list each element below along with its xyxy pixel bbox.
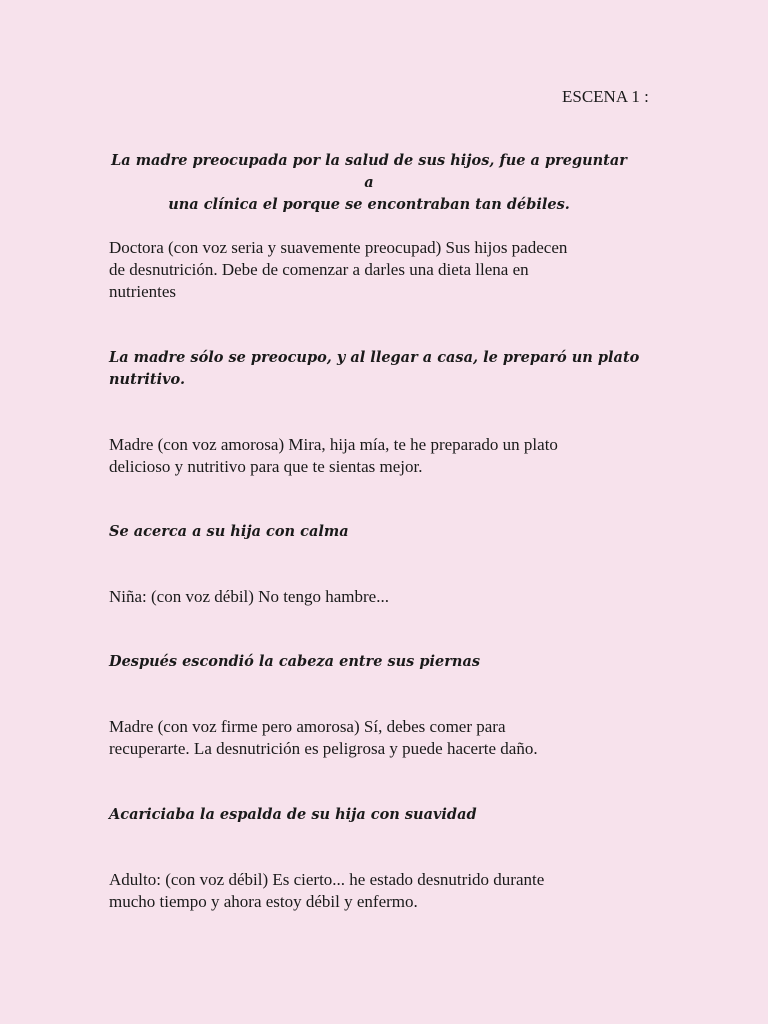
text-line: La madre sólo se preocupo, y al llegar a casa, le preparó un plato [109, 349, 640, 366]
text-line: Adulto: (con voz débil) Es cierto... he estado desnutrido durante [109, 870, 545, 889]
text-line: recuperarte. La desnutrición es peligrosa y puede hacerte daño. [109, 739, 538, 758]
text-line: de desnutrición. Debe de comenzar a darles una dieta llena en [109, 260, 529, 279]
stage-direction-madre-prepara [109, 347, 669, 391]
stage-direction-acaricia [109, 804, 669, 826]
stage-direction-acerca [109, 521, 669, 543]
text-line: Después escondió la cabeza entre sus piernas [109, 653, 481, 670]
text-line: Doctora (con voz seria y suavemente preocupad) Sus hijos padecen [109, 238, 568, 257]
dialogue-adulto [109, 869, 669, 913]
text-line: Madre (con voz amorosa) Mira, hija mía, te he preparado un plato [109, 435, 558, 454]
stage-direction-intro [109, 150, 629, 216]
scene-title: ESCENA 1 : [562, 87, 649, 106]
text-line: Se acerca a su hija con calma [109, 523, 349, 540]
text-line: una clínica el porque se encontraban tan débiles. [168, 196, 570, 213]
text-line: Acariciaba la espalda de su hija con suavidad [109, 806, 477, 823]
text-line: Madre (con voz firme pero amorosa) Sí, debes comer para [109, 717, 506, 736]
text-line: nutritivo. [109, 371, 186, 388]
dialogue-doctora [109, 237, 669, 303]
text-line: nutrientes [109, 282, 177, 301]
dialogue-nina [109, 586, 669, 608]
text-line: delicioso y nutritivo para que te sientas mejor. [109, 457, 423, 476]
text-line: Niña: (con voz débil) No tengo hambre... [109, 587, 389, 606]
dialogue-madre-1 [109, 434, 669, 478]
text-line: mucho tiempo y ahora estoy débil y enfermo. [109, 892, 418, 911]
dialogue-madre-2 [109, 716, 669, 760]
text-line: La madre preocupada por la salud de sus hijos, fue a preguntar a [111, 152, 627, 191]
stage-direction-esconde [109, 651, 669, 673]
